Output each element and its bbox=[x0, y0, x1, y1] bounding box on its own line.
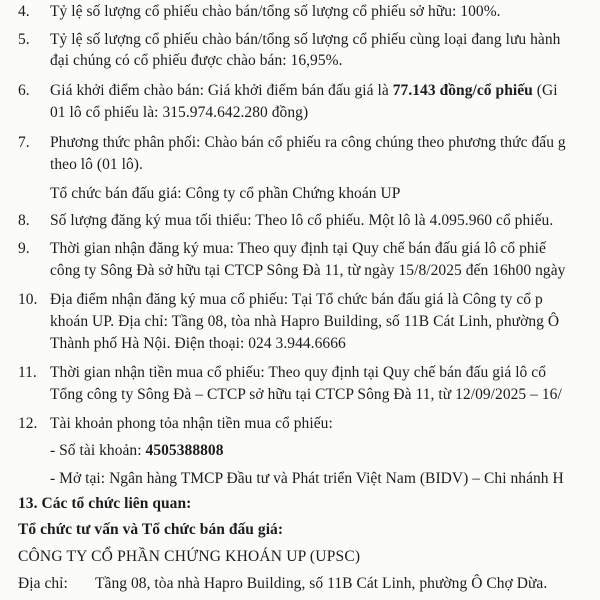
item-6-text-post: (Gi bbox=[532, 82, 558, 99]
item-6-text-line1 bbox=[50, 81, 558, 101]
item-6-number: 6. bbox=[18, 82, 30, 99]
item-6-text-pre: Giá khởi điểm chào bán: Giá khởi điểm bán đấu giá là bbox=[50, 82, 393, 99]
item-11-text-line1: Thời gian nhận tiền mua cổ phiếu: Theo quy định tại Quy chế bán đấu giá lô cổ bbox=[50, 364, 547, 381]
item-10-text-line1: Địa điểm nhận đăng ký mua cổ phiếu: Tại Tổ chức bán đấu giá là Công ty cổ p bbox=[50, 291, 543, 308]
item-5-number: 5. bbox=[18, 31, 30, 48]
section-13-company: CÔNG TY CỔ PHẦN CHỨNG KHOÁN UP (UPSC) bbox=[18, 548, 361, 565]
item-12-account-number: 4505388808 bbox=[145, 442, 224, 459]
item-12-number: 12. bbox=[18, 415, 38, 432]
item-10-text-line3: Thành phố Hà Nội. Điện thoại: 024 3.944.6666 bbox=[50, 335, 346, 352]
item-10-text-line2: khoán UP. Địa chỉ: Tầng 08, tòa nhà Hapro Building, số 11B Cát Linh, phường Ô bbox=[50, 313, 560, 330]
item-9-text-line2: công ty Sông Đà sở hữu tại CTCP Sông Đà 11, từ ngày 15/8/2025 đến 16h00 ngày bbox=[50, 262, 566, 279]
item-6-text-line2: 01 lô cổ phiếu là: 315.974.642.280 đồng) bbox=[50, 104, 309, 121]
section-13-address-label: Địa chỉ: bbox=[18, 575, 68, 592]
item-9-text-line1: Thời gian nhận đăng ký mua: Theo quy định tại Quy chế bán đấu giá lô cổ phiế bbox=[50, 240, 546, 257]
item-12-account-label: - Số tài khoản: bbox=[50, 442, 146, 459]
item-7-text-line1: Phương thức phân phối: Chào bán cổ phiếu ra công chúng theo phương thức đấu g bbox=[50, 134, 566, 151]
item-9-number: 9. bbox=[18, 240, 30, 257]
section-13-address-value: Tầng 08, tòa nhà Hapro Building, số 11B Cát Linh, phường Ô Chợ Dừa. bbox=[95, 575, 548, 592]
item-12-account bbox=[50, 441, 224, 461]
item-5-text-line2: đại chúng có cổ phiếu được chào bán: 16,95%. bbox=[50, 52, 343, 69]
item-4-number: 4. bbox=[18, 3, 30, 20]
item-8-text: Số lượng đăng ký mua tối thiểu: Theo lô cổ phiếu. Một lô là 4.095.960 cổ phiếu. bbox=[50, 212, 554, 229]
item-4-text: Tỷ lệ số lượng cổ phiếu chào bán/tổng số lượng cổ phiếu sở hữu: 100%. bbox=[50, 3, 501, 20]
item-11-text-line2: Tổng công ty Sông Đà – CTCP sở hữu tại CTCP Sông Đà 11, từ 12/09/2025 – 16/ bbox=[50, 386, 562, 403]
item-12-text: Tài khoản phong tỏa nhận tiền mua cổ phiếu: bbox=[50, 415, 333, 432]
section-13-subheading: Tổ chức tư vấn và Tổ chức bán đấu giá: bbox=[18, 521, 284, 538]
item-7-number: 7. bbox=[18, 134, 30, 151]
section-13-heading: 13. Các tổ chức liên quan: bbox=[18, 495, 192, 512]
item-10-number: 10. bbox=[18, 291, 38, 308]
item-5-text-line1: Tỷ lệ số lượng cổ phiếu chào bán/tổng số lượng cổ phiếu cùng loại đang lưu hành bbox=[50, 31, 561, 48]
item-6-price: 77.143 đồng/cổ phiếu bbox=[392, 82, 533, 99]
item-11-number: 11. bbox=[18, 364, 37, 381]
item-12-bank: - Mở tại: Ngân hàng TMCP Đầu tư và Phát triển Việt Nam (BIDV) – Chi nhánh H bbox=[50, 470, 564, 487]
item-8-number: 8. bbox=[18, 212, 30, 229]
item-7-text-line2: theo lô (01 lô). bbox=[50, 156, 143, 173]
item-7-auction-org: Tổ chức bán đấu giá: Công ty cổ phần Chứng khoán UP bbox=[50, 185, 401, 202]
